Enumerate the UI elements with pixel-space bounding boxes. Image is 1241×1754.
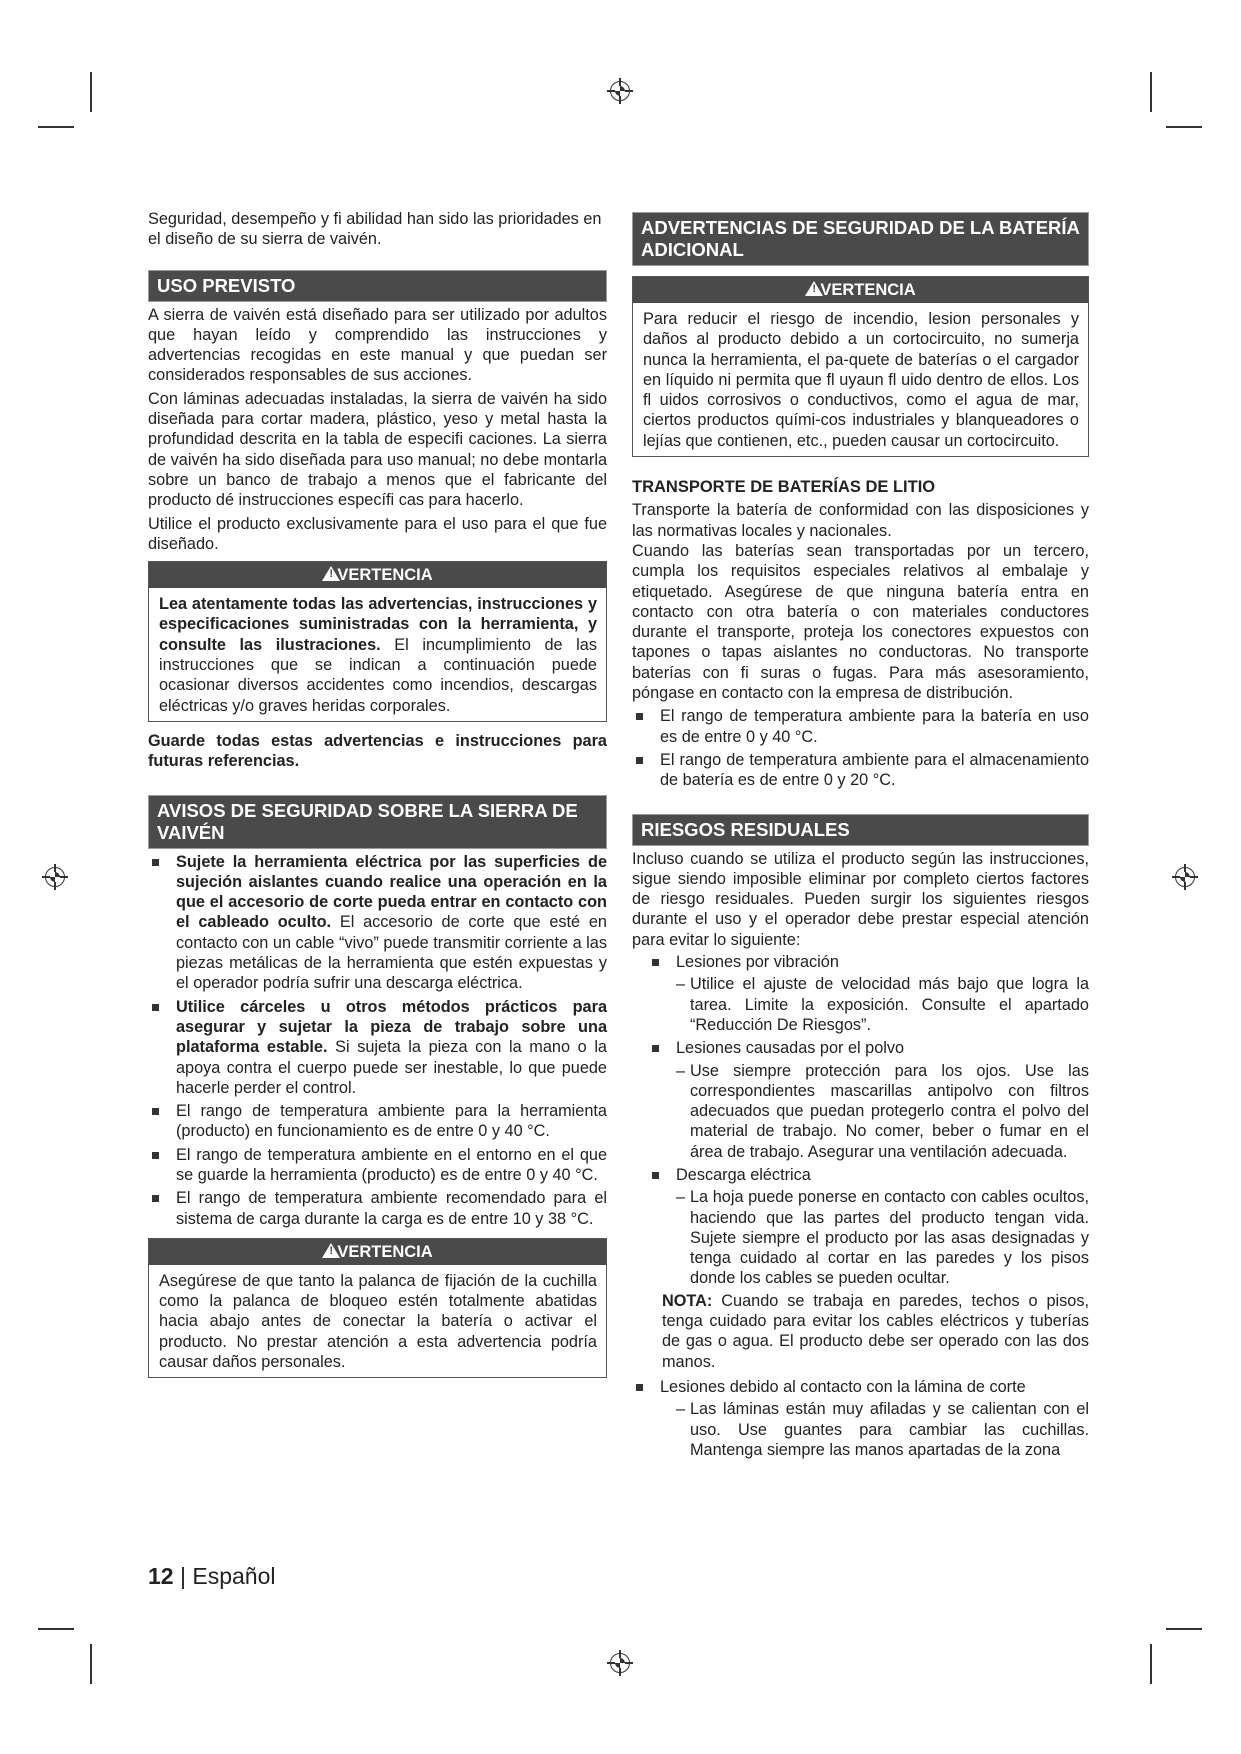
crop-mark bbox=[90, 72, 92, 112]
riesgos-list-2 bbox=[632, 1377, 1089, 1460]
warning-box-general bbox=[148, 561, 607, 722]
left-column bbox=[148, 209, 607, 1378]
transporte-p2: Cuando las baterías sean transportadas por un tercero, cumpla los requisitos especiales relativos al embalaje y etiquetado. Asegúrese de que ninguna batería entra en contacto con otra batería o con materiales conductores durante el transporte, proteja los conectores expuestos con tapones o tapas aislantes no conductoras. No transporte baterías con fi suras o fugas. Para más asesoramiento, póngase en contacto con la empresa de distribución. bbox=[632, 541, 1089, 703]
list-item: Lesiones por vibración – Utilice el ajuste de velocidad más bajo que logra la tarea. Limite la exposición. Consulte el apartado “Reducción De Riesgos”. bbox=[648, 952, 1089, 1035]
crop-mark bbox=[38, 1628, 74, 1630]
uso-previsto-p2: Con láminas adecuadas instaladas, la sierra de vaivén ha sido diseñada para cortar madera, plástico, yeso y metal hasta la profundidad descrita en la tabla de especifi caciones. La sierra de vaivén ha sido diseñada para uso manual; no debe montarla sobre un banco de trabajo a menos que el fabricante del producto dé instrucciones específi cas para hacerlo. bbox=[148, 389, 607, 510]
crop-mark bbox=[1150, 72, 1152, 112]
warning-header: !VERTENCIA bbox=[149, 1239, 606, 1265]
transporte-list bbox=[632, 706, 1089, 790]
riesgos-intro: Incluso cuando se utiliza el producto según las instrucciones, sigue siendo imposible eliminar por completo ciertos factores de riesgo residuales. Pueden surgir los siguientes riesgos durante el uso y el operador debe prestar especial atención para evitar lo siguiente: bbox=[632, 849, 1089, 949]
uso-previsto-p1: A sierra de vaivén está diseñado para ser utilizado por adultos que hayan leído y comprendido las instrucciones y advertencias recogidas en este manual y que puedan ser considerados responsables de sus acciones. bbox=[148, 305, 607, 385]
registration-mark-icon bbox=[42, 864, 68, 890]
warning-triangle-icon bbox=[322, 1243, 340, 1258]
transporte-p1: Transporte la batería de conformidad con las disposiciones y las normativas locales y nacionales. bbox=[632, 501, 1089, 540]
guarde-note: Guarde todas estas advertencias e instrucciones para futuras referencias. bbox=[148, 731, 607, 771]
section-header-avisos: AVISOS DE SEGURIDAD SOBRE LA SIERRA DE VAIVÉN bbox=[148, 795, 607, 849]
list-item: Descarga eléctrica – La hoja puede ponerse en contacto con cables ocultos, haciendo que las partes del producto tengan vida. Sujete siempre el producto por las asas designadas y tenga cuidado al cortar en las paredes y los pisos donde los cables se pueden ocultar. bbox=[648, 1165, 1089, 1289]
list-item: El rango de temperatura ambiente para la herramienta (producto) en funcionamiento es de entre 0 y 40 °C. bbox=[148, 1101, 607, 1142]
uso-previsto-p3: Utilice el producto exclusivamente para el uso para el que fue diseñado. bbox=[148, 514, 607, 553]
right-column bbox=[632, 212, 1089, 1460]
list-item: El rango de temperatura ambiente recomendado para el sistema de carga durante la carga es de entre 10 y 38 °C. bbox=[148, 1188, 607, 1229]
section-header-bateria: ADVERTENCIAS DE SEGURIDAD DE LA BATERÍA ADICIONAL bbox=[632, 212, 1089, 266]
page-number: 12 bbox=[148, 1563, 174, 1589]
warning-body: Asegúrese de que tanto la palanca de fijación de la cuchilla como la palanca de bloqueo estén totalmente abatidas hacia abajo antes de conectar la batería o activar el producto. No prestar atención a esta advertencia podría causar daños personales. bbox=[159, 1271, 597, 1372]
list-item: El rango de temperatura ambiente para la batería en uso es de entre 0 y 40 °C. bbox=[632, 706, 1089, 747]
warning-triangle-icon bbox=[322, 566, 340, 581]
intro-paragraph: Seguridad, desempeño y fi abilidad han sido las prioridades en el diseño de su sierra de vaivén. bbox=[148, 210, 602, 249]
crop-mark bbox=[1166, 1628, 1202, 1630]
warning-triangle-icon bbox=[805, 281, 823, 296]
footer-language: Español bbox=[192, 1563, 276, 1589]
list-item: El rango de temperatura ambiente para el almacenamiento de batería es de entre 0 y 20 °C. bbox=[632, 750, 1089, 791]
riesgos-list bbox=[648, 952, 1089, 1289]
warning-text: El incumplimiento de las instrucciones que se indican a continuación puede ocasionar diversos accidentes como incendios, descargas eléctricas y/o graves heridas corporales. bbox=[159, 635, 597, 715]
list-item: Lesiones debido al contacto con la lámina de corte – Las láminas están muy afiladas y se calientan con el uso. Use guantes para cambiar las cuchillas. Mantenga siempre las manos apartadas de la zona bbox=[632, 1377, 1089, 1460]
crop-mark bbox=[1150, 1644, 1152, 1684]
transporte-heading: TRANSPORTE DE BATERÍAS DE LITIO bbox=[632, 478, 936, 497]
crop-mark bbox=[38, 126, 74, 128]
warning-box-battery bbox=[632, 276, 1089, 457]
page-footer bbox=[148, 1562, 275, 1590]
warning-header: !VERTENCIA bbox=[633, 277, 1088, 303]
footer-separator: | bbox=[173, 1563, 193, 1589]
section-header-riesgos: RIESGOS RESIDUALES bbox=[632, 814, 1089, 846]
warning-bold-text: Lea atentamente todas las advertencias, instrucciones y especificaciones suministradas con la herramienta, y consulte las ilustraciones. bbox=[159, 595, 597, 654]
avisos-list bbox=[148, 852, 607, 1229]
section-header-uso-previsto: USO PREVISTO bbox=[148, 270, 607, 302]
crop-mark bbox=[90, 1644, 92, 1684]
warning-body bbox=[149, 588, 606, 721]
registration-mark-icon bbox=[607, 1650, 633, 1676]
warning-header: !VERTENCIA bbox=[149, 562, 606, 588]
warning-body: Para reducir el riesgo de incendio, lesion personales y daños al producto debido a un cortocircuito, no sumerja nunca la herramienta, el pa-quete de baterías o el cargador en líquido ni permita que fl uyaun fl uido dentro de ellos. Los fl uidos corrosivos o conductivos, como el agua de mar, ciertos productos quími-cos industriales y blanqueadores o lejías que contienen, etc., pueden causar un cortocircuito. bbox=[643, 310, 1079, 450]
warning-box-lever bbox=[148, 1238, 607, 1378]
list-item: Lesiones causadas por el polvo – Use siempre protección para los ojos. Use las correspondientes mascarillas antipolvo con filtros adecuados que puedan protegerlo contra el polvo del material de trabajo. No comer, beber o fumar en el área de trabajo. Asegurar una ventilación adecuada. bbox=[648, 1038, 1089, 1162]
list-item: Utilice cárceles u otros métodos prácticos para asegurar y sujetar la pieza de trabajo sobre una plataforma estable. Si sujeta la pieza con la mano o la apoya contra el cuerpo puede ser inestable, lo que puede hacerle perder el control. bbox=[148, 997, 607, 1098]
registration-mark-icon bbox=[1172, 864, 1198, 890]
list-item: El rango de temperatura ambiente en el entorno en el que se guarde la herramienta (producto) es de entre 0 y 40 °C. bbox=[148, 1145, 607, 1186]
crop-mark bbox=[1166, 126, 1202, 128]
registration-mark-icon bbox=[607, 78, 633, 104]
riesgos-nota: NOTA: Cuando se trabaja en paredes, techos o pisos, tenga cuidado para evitar los cables eléctricos y tuberías de gas o agua. El producto debe ser operado con las dos manos. bbox=[662, 1291, 1089, 1371]
list-item: Sujete la herramienta eléctrica por las superficies de sujeción aislantes cuando realice una operación en la que el accesorio de corte pueda entrar en contacto con el cableado oculto. El accesorio de corte que esté en contacto con un cable “vivo” puede transmitir corriente a las piezas metálicas de la herramienta que estén expuestas y el operador podría sufrir una descarga eléctrica. bbox=[148, 852, 607, 994]
